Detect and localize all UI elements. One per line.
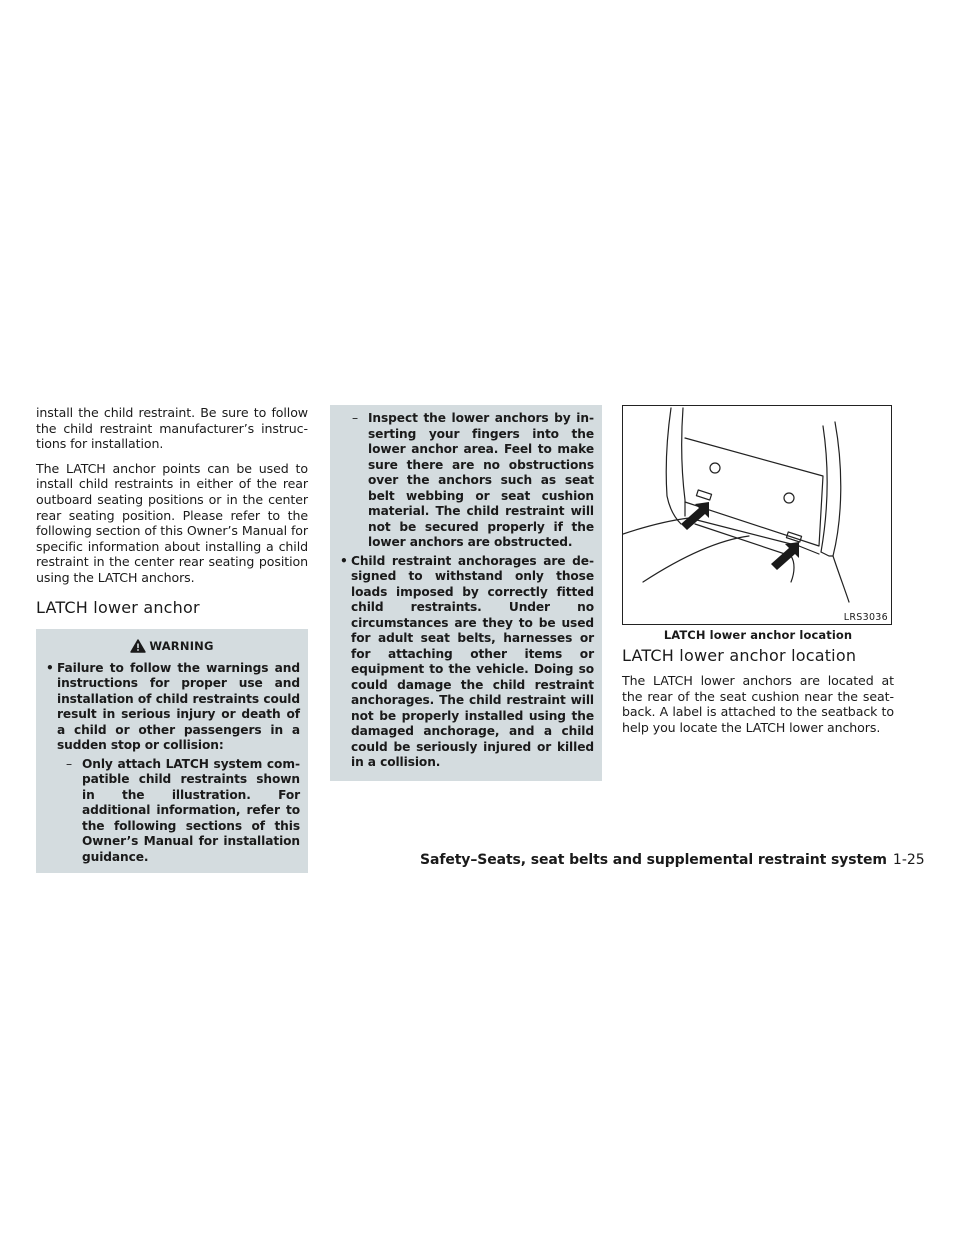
warning-header [44,635,300,661]
warning-triangle-icon [130,639,146,653]
seat-anchor-drawing [623,406,891,624]
warning-dash-text: Only attach LATCH system compatible child restraints shown in the illustration. For additional information, refer to the following sections of this Owner’s Manual for installation guidance. [82,756,300,864]
dash-mark: – [66,756,72,771]
dash-mark: – [352,411,358,425]
bullet-mark: • [46,660,54,675]
latch-points-paragraph: The LATCH anchor points can be used to install child restraints in either of the rear outboard seating positions or in the center rear seating position. Please refer to the following section of this Owner’s Manual for specific information about installing a child restraint in the center rear seating position using the LATCH anchors. [36,460,308,585]
bullet-mark: • [340,553,348,568]
warning-dash-text: Inspect the lower anchors by inserting your fingers into the lower anchor area. Feel to make sure there are no obstructions over the anchors such as seat belt webbing or seat cushion material. The child restraint will not be secured properly if the lower anchors are obstructed. [368,411,594,549]
section-heading-latch-lower-anchor: LATCH lower anchor [36,597,200,617]
page-number: 1-25 [892,852,925,868]
warning-bullet-text: Child restraint anchorages are designed to withstand only those loads imposed by correctly fitted child restraints. Under no circumstances are they to be used for adult seat belts, harnesses or for attaching other items or equipment to the vehicle. Doing so could damage the child restraint anchorages. The child restraint will not be properly installed using the damaged anchorage, and a child could be seriously injured or killed in a collision. [351,553,594,769]
warning-box [36,629,308,874]
anchor-location-paragraph: The LATCH lower anchors are located at the rear of the seat cushion near the seatback. A label is attached to the seatback to help you locate the LATCH lower anchors. [622,673,894,735]
warning-dash-item [338,411,594,551]
latch-anchor-illustration [622,405,892,625]
figure-code: LRS3036 [843,612,888,623]
column-right [622,405,894,744]
warning-bullet-item [44,661,300,754]
page-footer [420,852,925,868]
intro-paragraph: install the child restraint. Be sure to follow the child restraint manufacturer’s instructions for installation. [36,405,308,452]
warning-bullet-text: Failure to follow the warnings and instructions for proper use and installation of child restraints could result in serious injury or death of a child or other passengers in a sudden stop or collision: [57,660,300,753]
footer-section-title: Safety–Seats, seat belts and supplemental restraint system [420,852,887,868]
section-heading-anchor-location: LATCH lower anchor location [622,646,857,665]
warning-box-continued [330,405,602,781]
figure-caption: LATCH lower anchor location [663,628,853,642]
warning-dash-item [44,757,300,866]
column-left [36,405,308,873]
column-middle [330,405,602,781]
warning-bullet-item [338,554,594,771]
warning-title: WARNING [149,638,214,653]
